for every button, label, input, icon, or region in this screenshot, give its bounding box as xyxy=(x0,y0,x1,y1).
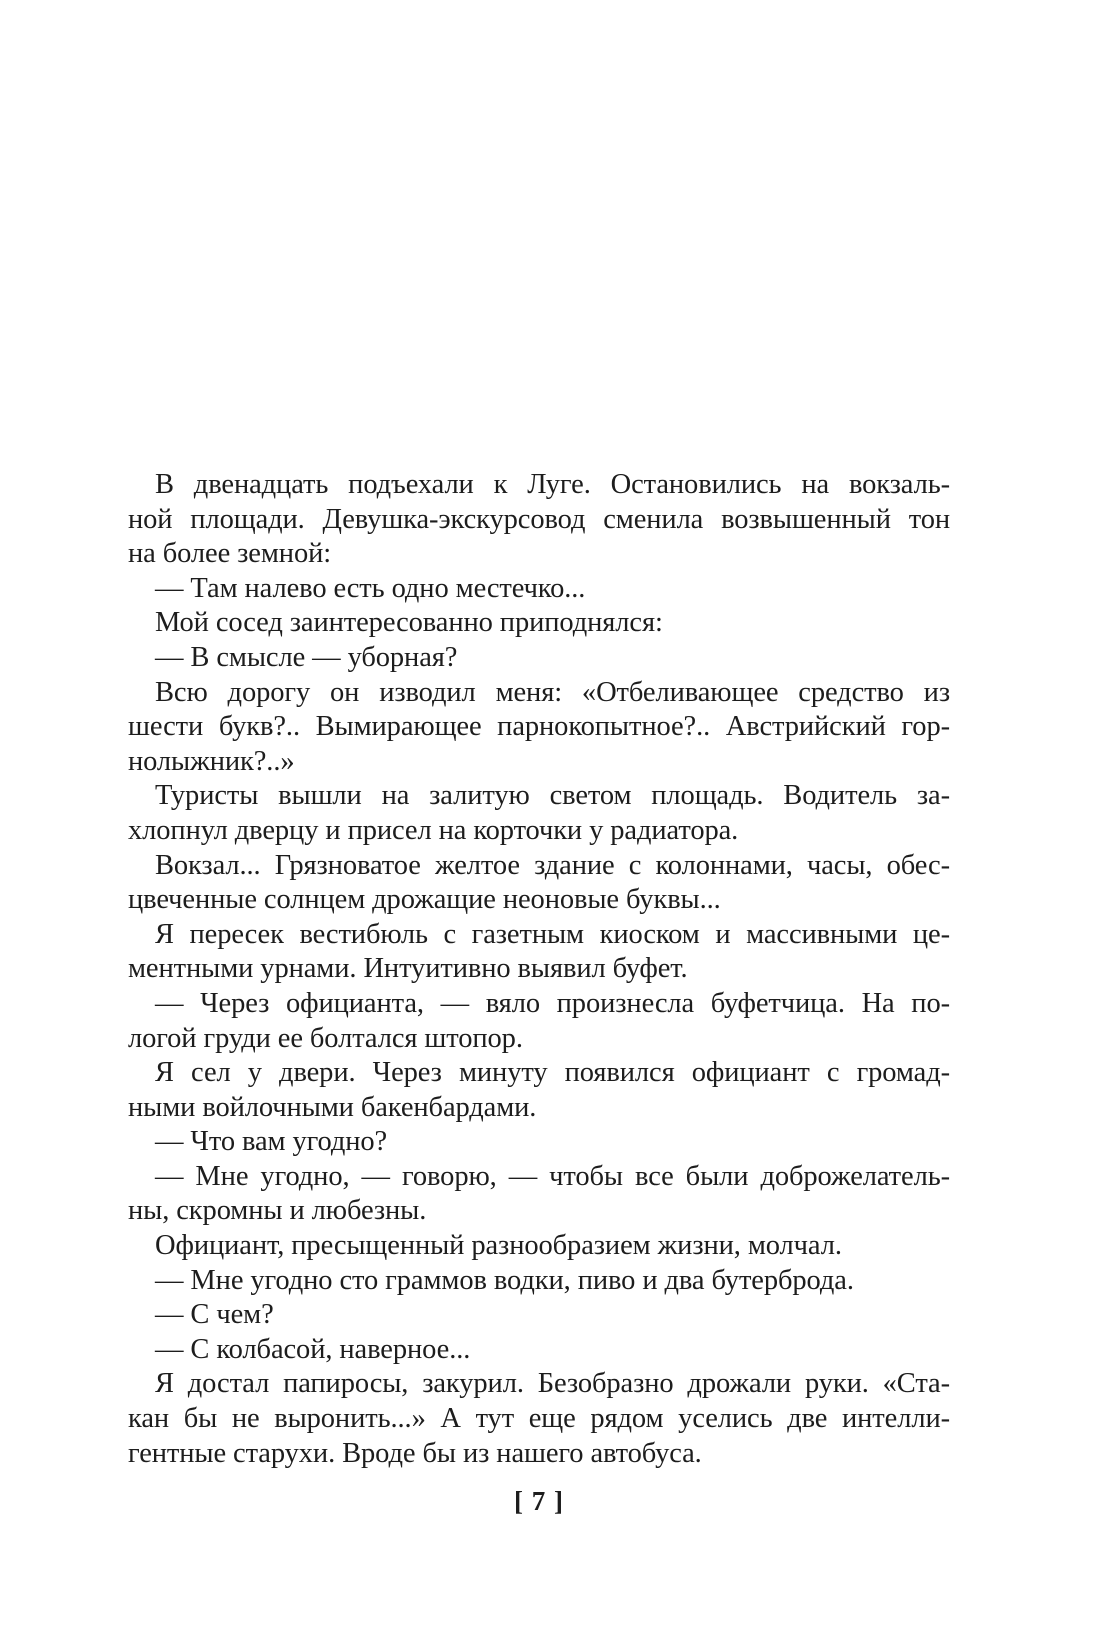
text-line: ными войлочными бакенбардами. xyxy=(128,1091,537,1123)
page-text xyxy=(128,468,950,1471)
text-line: — В смысле — уборная? xyxy=(155,641,458,673)
text-line: — С колбасой, наверное... xyxy=(155,1333,471,1365)
text-line: Мой сосед заинтересованно приподнялся: xyxy=(155,607,663,639)
page-number: [ 7 ] xyxy=(514,1486,564,1516)
text-line: Всю дорогу он изводил меня: «Отбеливающее средство из xyxy=(155,676,950,708)
text-line: кан бы не выронить...» А тут еще рядом уселись две интелли- xyxy=(128,1403,950,1435)
text-line: — Через официанта, — вяло произнесла буфетчица. На по- xyxy=(155,987,950,1019)
text-line: Вокзал... Грязноватое желтое здание с колоннами, часы, обес- xyxy=(155,849,950,881)
text-line: ментными урнами. Интуитивно выявил буфет. xyxy=(128,953,688,985)
text-line: шести букв?.. Вымирающее парнокопытное?.. Австрийский гор- xyxy=(128,711,950,743)
text-line: — Мне угодно, — говорю, — чтобы все были доброжелатель- xyxy=(155,1160,950,1192)
text-line: Я достал папиросы, закурил. Безобразно дрожали руки. «Ста- xyxy=(155,1368,950,1400)
text-line: — С чем? xyxy=(155,1299,274,1331)
text-line: хлопнул дверцу и присел на корточки у радиатора. xyxy=(128,814,739,846)
text-line: В двенадцать подъехали к Луге. Остановились на вокзаль- xyxy=(155,469,950,500)
text-line: ной площади. Девушка-экскурсовод сменила возвышенный тон xyxy=(128,503,950,535)
text-line: ны, скромны и любезны. xyxy=(128,1195,427,1227)
text-line: на более земной: xyxy=(128,538,332,570)
text-line: нолыжник?..» xyxy=(128,745,295,777)
text-line: Официант, пресыщенный разнообразием жизни, молчал. xyxy=(155,1230,842,1262)
text-line: Я пересек вестибюль с газетным киоском и массивными це- xyxy=(155,918,950,950)
text-line: Туристы вышли на залитую светом площадь. Водитель за- xyxy=(155,780,950,812)
text-line: — Что вам угодно? xyxy=(155,1126,388,1158)
text-line: гентные старухи. Вроде бы из нашего автобуса. xyxy=(128,1437,702,1469)
text-line: Я сел у двери. Через минуту появился официант с громад- xyxy=(155,1057,950,1089)
text-line: цвеченные солнцем дрожащие неоновые буквы... xyxy=(128,884,721,916)
text-line: логой груди ее болтался штопор. xyxy=(128,1022,523,1054)
text-line: — Там налево есть одно местечко... xyxy=(155,572,586,604)
text-line: — Мне угодно сто граммов водки, пиво и два бутерброда. xyxy=(155,1264,854,1296)
